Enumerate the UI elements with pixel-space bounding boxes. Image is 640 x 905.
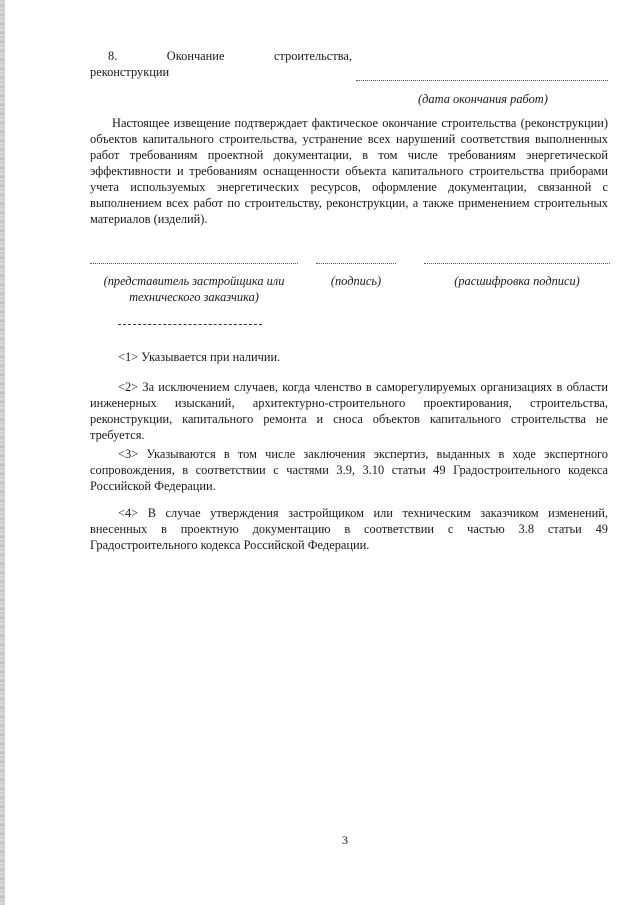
date-fill-line (356, 80, 608, 81)
footnote-separator (118, 324, 262, 325)
page-number: 3 (342, 833, 348, 847)
item-number: 8. (108, 49, 118, 63)
date-caption: (дата окончания работ) (418, 92, 548, 106)
signature-caption: (подпись) (330, 274, 382, 288)
scan-edge-artifact (0, 0, 5, 905)
footnote-3: <3> Указываются в том числе заключения экспертиз, выданных в ходе экспертного сопровождения, в соответствии с частями 3.9, 3.10 статьи 49 Градостроительного кодекса Российской Федерации. (90, 447, 608, 493)
decoding-line (424, 263, 610, 264)
notice-paragraph: Настоящее извещение подтверждает фактическое окончание строительства (реконструкции) объектов капитального строительства, устранение всех нарушений соответствия выполненных работ требованиям проектной документации, в том числе требованиям энергетической эффективности и требованиям оснащенности объекта капитального строительства приборами учета используемых энергетических ресурсов, оформление документации, связанной с выполнением всех работ по строительству, реконструкции, а также применением строительных материалов (изделий). (90, 116, 608, 226)
item-word-construction: строительства, (273, 49, 352, 63)
item-word-end: Окончание (166, 49, 225, 63)
footnote-1: <1> Указывается при наличии. (118, 350, 281, 364)
item-8-heading (108, 48, 352, 64)
representative-caption: (представитель застройщика или технического заказчика) (103, 274, 285, 304)
footnote-4: <4> В случае утверждения застройщиком или техническим заказчиком изменений, внесенных в проектную документацию в соответствии с частью 3.8 статьи 49 Градостроительного кодекса Российской Федерации. (90, 506, 608, 552)
footnote-2: <2> За исключением случаев, когда членство в саморегулируемых организациях в области инженерных изысканий, архитектурно-строительного проектирования, строительства, реконструкции, капитального ремонта и сноса объектов капитального строительства не требуется. (90, 380, 608, 442)
item-8-heading-cont: реконструкции (90, 65, 170, 79)
representative-line (90, 263, 298, 264)
signature-line (316, 263, 396, 264)
decoding-caption: (расшифровка подписи) (454, 274, 580, 288)
